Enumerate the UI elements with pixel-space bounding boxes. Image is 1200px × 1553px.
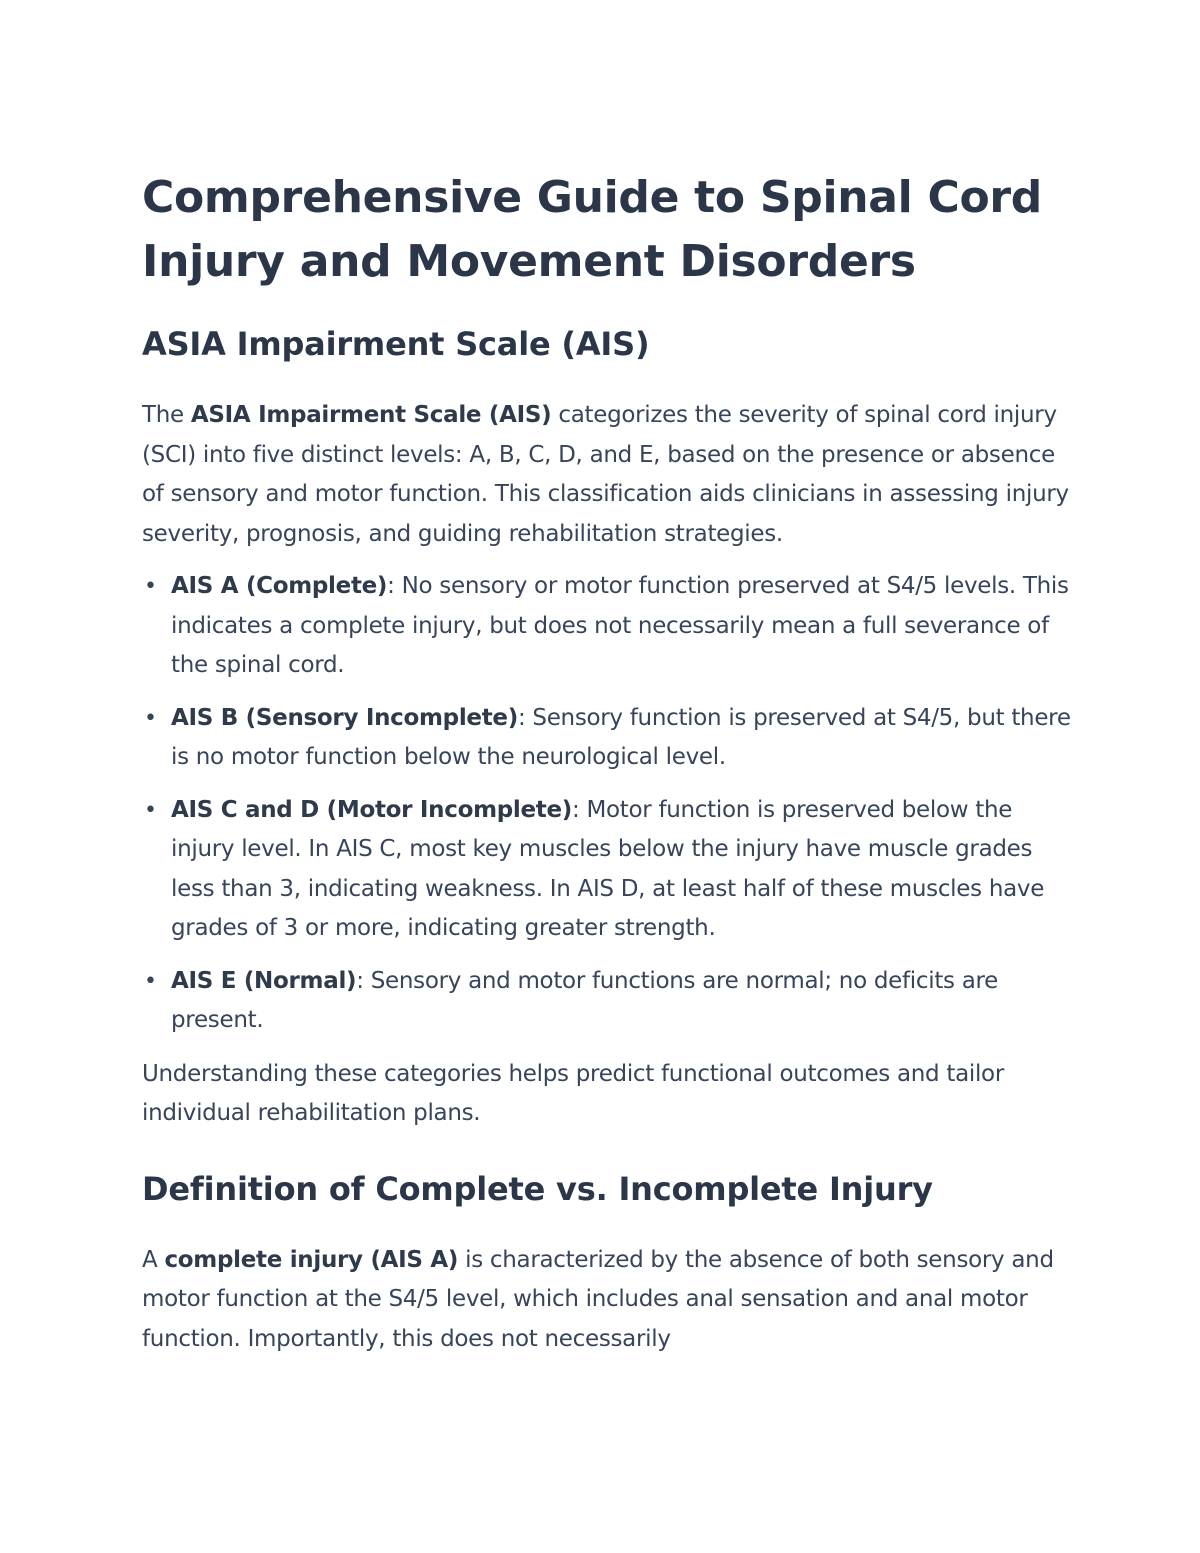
list-item-term: AIS A (Complete) [171, 573, 388, 599]
def-post: is characterized by the absence of both sensory and motor function at the S4/5 level, which includes anal sensation and anal motor function. Importantly, this does not necessarily [142, 1246, 1054, 1352]
page-title: Comprehensive Guide to Spinal Cord Injury and Movement Disorders [142, 172, 1042, 287]
list-item-text: : No sensory or motor function preserved at S4/5 levels. This indicates a complete injury, but does not necessarily mean a full severance of the spinal cord. [171, 573, 1069, 678]
ais-intro-paragraph [142, 396, 1072, 554]
ais-intro-bold: ASIA Impairment Scale (AIS) [190, 402, 552, 428]
list-item-term: AIS C and D (Motor Incomplete) [171, 796, 573, 823]
bullet-icon: • [144, 574, 157, 599]
list-item [142, 962, 1072, 1041]
ais-intro-pre: The [142, 402, 191, 428]
def-bold: complete injury (AIS A) [164, 1246, 459, 1273]
ais-intro-post: categorizes the severity of spinal cord injury (SCI) into five distinct levels: A, B, C, D, and E, based on the presence or absence of sensory and motor function. This classification aids clinicians in assessing injury severity, prognosis, and guiding rehabilitation strategies. [142, 402, 1069, 547]
list-item-text: : Motor function is preserved below the injury level. In AIS C, most key muscles below the injury have muscle grades less than 3, indicating weakness. In AIS D, at least half of these muscles have grades of 3 or more, indicating greater strength. [171, 796, 1045, 941]
def-pre: A [142, 1246, 165, 1273]
list-item-term: AIS E (Normal) [171, 967, 357, 994]
list-item [142, 791, 1072, 949]
bullet-icon: • [144, 705, 157, 731]
document-page [142, 166, 1072, 1359]
section-heading-ais: ASIA Impairment Scale (AIS) [142, 325, 650, 363]
complete-injury-paragraph [142, 1241, 1072, 1360]
list-item [142, 567, 1072, 686]
list-item-term: AIS B (Sensory Incomplete) [171, 704, 518, 731]
list-item-text: : Sensory and motor functions are normal; no deficits are present. [171, 967, 999, 1033]
bullet-icon: • [144, 968, 157, 994]
list-item-text: : Sensory function is preserved at S4/5, but there is no motor function below the neurological level. [171, 704, 1071, 770]
ais-levels-list [142, 567, 1072, 1041]
section-heading-complete-vs-incomplete: Definition of Complete vs. Incomplete Injury [142, 1169, 933, 1208]
list-item [142, 699, 1072, 778]
bullet-icon: • [144, 797, 157, 823]
ais-outro-paragraph: Understanding these categories helps predict functional outcomes and tailor individual rehabilitation plans. [142, 1060, 1004, 1126]
